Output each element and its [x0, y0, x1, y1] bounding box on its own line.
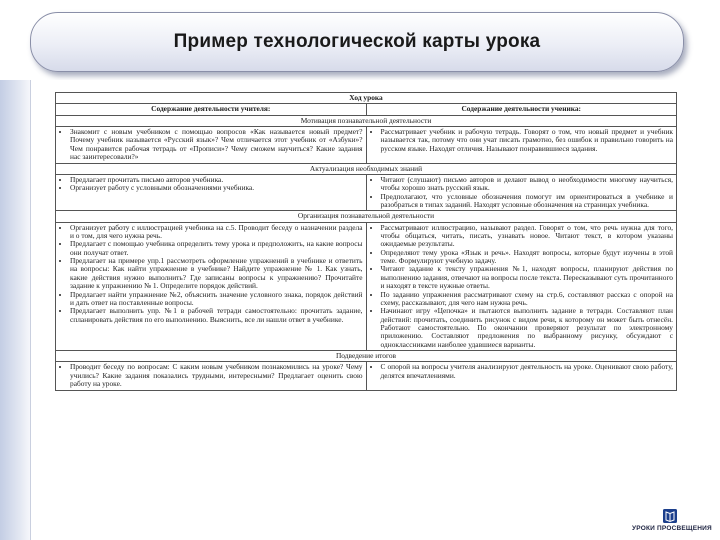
teacher-activity-item: • Организует работу с условными обозначениями учебника. — [70, 184, 363, 192]
student-activity-list — [370, 363, 674, 380]
student-activity-item: • По заданию упражнения рассматривают схему на стр.6, составляют рассказ с опорой на схему, рассказывают, для чего нам нужна речь. — [381, 291, 674, 308]
student-activity-cell — [366, 222, 677, 350]
teacher-activity-item: • Предлагает с помощью учебника определить тему урока и предположить, на какие вопросы они получат ответ. — [70, 240, 363, 257]
student-activity-item: • Определяют тему урока «Язык и речь». Находят вопросы, которые будут изучены в этой теме. Формулируют учебную задачу. — [381, 249, 674, 266]
teacher-activity-cell — [56, 174, 367, 210]
student-activity-item: • С опорой на вопросы учителя анализируют деятельность на уроке. Оценивают свою работу, делятся впечатлениями. — [381, 363, 674, 380]
section-title: Подведение итогов — [56, 351, 677, 362]
teacher-activity-cell — [56, 127, 367, 163]
lesson-plan-table — [55, 92, 677, 391]
title-banner — [30, 12, 684, 72]
student-activity-cell — [366, 127, 677, 163]
teacher-activity-cell — [56, 362, 367, 390]
section-content-row — [56, 127, 677, 163]
student-activity-cell — [366, 362, 677, 390]
student-activity-cell — [366, 174, 677, 210]
slide-title: Пример технологической карты урока — [173, 31, 541, 52]
student-activity-item: • Рассматривают иллюстрацию, называют раздел. Говорят о том, что речь нужна для того, чтобы общаться, читать, писать, узнавать новое. Читают текст, в котором указаны ожидаемые результаты. — [381, 224, 674, 249]
student-activity-item: • Начинают игру «Цепочка» и пытаются выполнить задание в тетради. Составляют план действий: прочитать, соединить рисунок с видом речи, к которому он может быть отнесён. Работают самостоятельно. По окончании проверяют результат по электронному приложению. Составляют предложения по выбранному рисунку, обсуждают с одноклассниками наиболее удавшиеся варианты. — [381, 307, 674, 349]
section-title-row — [56, 163, 677, 174]
table-column-header-row — [56, 104, 677, 115]
student-activity-list — [370, 128, 674, 153]
student-column-header: Содержание деятельности ученика: — [366, 104, 677, 115]
teacher-activity-item: • Знакомит с новым учебником с помощью вопросов «Как называется новый предмет? Почему учебник называется «Русский язык»? Чем отличается этот учебник от «Азбуки»? Чем понравится рабочая тетрадь от «Прописи»? Чему сможем научиться? Какие задания нас заинтересовали?» — [70, 128, 363, 161]
section-title-row — [56, 115, 677, 126]
student-activity-item: • Рассматривает учебник и рабочую тетрадь. Говорят о том, что новый предмет и учебник называется так, потому что они учат писать грамотно, без ошибок и правильно говорить на русском языке. Находят отличия. Называют понравившиеся задания. — [381, 128, 674, 153]
student-activity-item: • Читают (слушают) письмо авторов и делают вывод о необходимости многому научиться, чтобы хорошо знать русский язык. — [381, 176, 674, 193]
section-content-row — [56, 174, 677, 210]
publisher-logo — [632, 508, 712, 538]
teacher-activity-list — [59, 176, 363, 193]
table-main-header: Ход урока — [56, 93, 677, 104]
teacher-activity-item: • Предлагает прочитать письмо авторов учебника. — [70, 176, 363, 184]
section-title-row — [56, 211, 677, 222]
book-logo-icon — [662, 508, 678, 524]
section-title: Организация познавательной деятельности — [56, 211, 677, 222]
teacher-activity-item: • Организует работу с иллюстрацией учебника на с.5. Проводит беседу о назначении раздела и о том, для чего нужна речь. — [70, 224, 363, 241]
logo-text: УРОКИ ПРОСВЕЩЕНИЯ — [632, 525, 712, 532]
teacher-activity-item: • Предлагает найти упражнение №2, объяснить значение условного знака, порядок действий и дать ответ на поставленные вопросы. — [70, 291, 363, 308]
teacher-activity-list — [59, 224, 363, 324]
teacher-activity-item: • Предлагает на примере упр.1 рассмотреть оформление упражнений в учебнике и ответить на вопросы: Как найти упражнение в учебнике? Найдите упражнение № 1. Как узнать, какие действия нужно выполнить? Где записаны вопросы к упражнению? Прочитайте задание к упражнению № 1. Определите порядок действий. — [70, 257, 363, 290]
student-activity-item: • Предполагают, что условные обозначения помогут им ориентироваться в учебнике и разобраться в типах заданий. Находят условные обозначения на страницах учебника. — [381, 193, 674, 210]
student-activity-list — [370, 224, 674, 349]
section-title-row — [56, 351, 677, 362]
student-activity-list — [370, 176, 674, 209]
table-header-row — [56, 93, 677, 104]
section-content-row — [56, 222, 677, 350]
teacher-activity-item: • Предлагает выполнить упр. №1 в рабочей тетради самостоятельно: прочитать задание, спланировать действия по его выполнению. Выяснить, все ли нашли ответ в учебнике. — [70, 307, 363, 324]
section-content-row — [56, 362, 677, 390]
teacher-activity-cell — [56, 222, 367, 350]
section-title: Актуализация необходимых знаний — [56, 163, 677, 174]
teacher-activity-list — [59, 128, 363, 161]
teacher-activity-item: • Проводит беседу по вопросам: С каким новым учебником познакомились на уроке? Чему учились? Какие задания показались трудными, интересными? Предлагает оценить свою работу на уроке. — [70, 363, 363, 388]
teacher-activity-list — [59, 363, 363, 388]
left-decorative-strip — [0, 80, 30, 540]
teacher-column-header: Содержание деятельности учителя: — [56, 104, 367, 115]
section-title: Мотивация познавательной деятельности — [56, 115, 677, 126]
student-activity-item: • Читают задание к тексту упражнения №1, находят вопросы, планируют действия по выполнению задания, отвечают на вопросы после текста. Пересказывают суть прочитанного и находят в тексте нужные ответы. — [381, 265, 674, 290]
